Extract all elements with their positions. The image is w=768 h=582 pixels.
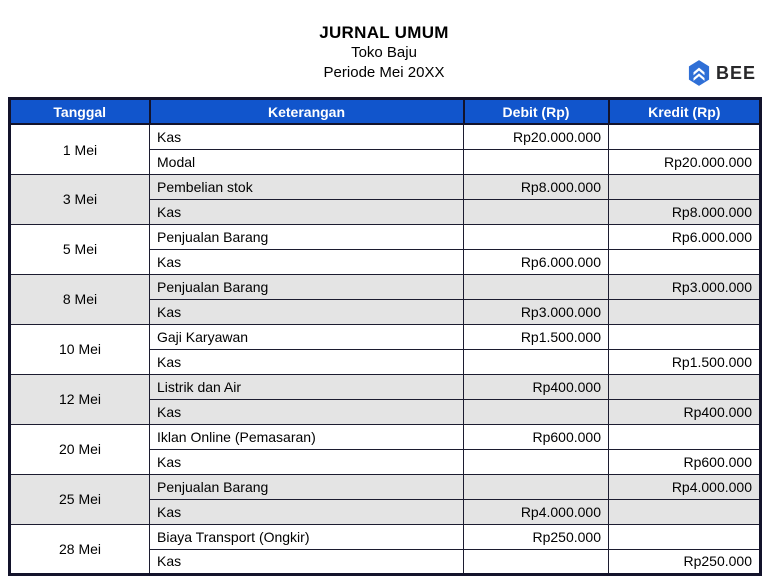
- table-row: [10, 124, 761, 149]
- debit-cell: [464, 349, 609, 374]
- debit-cell: Rp250.000: [464, 524, 609, 549]
- kredit-cell: [609, 299, 761, 324]
- kredit-cell: Rp6.000.000: [609, 224, 761, 249]
- journal-table: [8, 97, 762, 576]
- keterangan-cell: Kas: [150, 124, 464, 149]
- debit-cell: Rp4.000.000: [464, 499, 609, 524]
- table-row: [10, 324, 761, 349]
- keterangan-cell: Kas: [150, 249, 464, 274]
- kredit-cell: Rp1.500.000: [609, 349, 761, 374]
- table-row: [10, 524, 761, 549]
- hexagon-double-chevron-up-icon: [688, 60, 710, 86]
- keterangan-cell: Pembelian stok: [150, 174, 464, 199]
- debit-cell: Rp8.000.000: [464, 174, 609, 199]
- debit-cell: [464, 274, 609, 299]
- column-header-keterangan: Keterangan: [150, 98, 464, 124]
- table-header-row: [10, 98, 761, 124]
- kredit-cell: [609, 124, 761, 149]
- kredit-cell: [609, 324, 761, 349]
- date-cell: 8 Mei: [10, 274, 150, 324]
- kredit-cell: Rp20.000.000: [609, 149, 761, 174]
- page-title: JURNAL UMUM: [319, 23, 449, 42]
- date-cell: 3 Mei: [10, 174, 150, 224]
- column-header-debit: Debit (Rp): [464, 98, 609, 124]
- debit-cell: Rp400.000: [464, 374, 609, 399]
- date-cell: 20 Mei: [10, 424, 150, 474]
- period-label: Periode Mei 20XX: [323, 64, 445, 82]
- kredit-cell: Rp250.000: [609, 549, 761, 574]
- table-row: [10, 224, 761, 249]
- keterangan-cell: Iklan Online (Pemasaran): [150, 424, 464, 449]
- keterangan-cell: Kas: [150, 299, 464, 324]
- kredit-cell: Rp4.000.000: [609, 474, 761, 499]
- debit-cell: [464, 549, 609, 574]
- column-header-kredit: Kredit (Rp): [609, 98, 761, 124]
- debit-cell: Rp3.000.000: [464, 299, 609, 324]
- kredit-cell: Rp600.000: [609, 449, 761, 474]
- debit-cell: Rp20.000.000: [464, 124, 609, 149]
- company-name: Toko Baju: [351, 44, 417, 62]
- debit-cell: [464, 224, 609, 249]
- table-row: [10, 174, 761, 199]
- debit-cell: Rp600.000: [464, 424, 609, 449]
- kredit-cell: Rp8.000.000: [609, 199, 761, 224]
- debit-cell: [464, 199, 609, 224]
- kredit-cell: Rp400.000: [609, 399, 761, 424]
- document-header: [0, 0, 768, 83]
- date-cell: 1 Mei: [10, 124, 150, 174]
- keterangan-cell: Kas: [150, 399, 464, 424]
- kredit-cell: [609, 499, 761, 524]
- keterangan-cell: Kas: [150, 499, 464, 524]
- kredit-cell: Rp3.000.000: [609, 274, 761, 299]
- debit-cell: Rp1.500.000: [464, 324, 609, 349]
- keterangan-cell: Kas: [150, 199, 464, 224]
- brand-name: BEE: [715, 62, 756, 83]
- table-row: [10, 474, 761, 499]
- table-row: [10, 374, 761, 399]
- keterangan-cell: Penjualan Barang: [150, 474, 464, 499]
- journal-table-body: [10, 124, 761, 574]
- kredit-cell: [609, 174, 761, 199]
- table-row: [10, 424, 761, 449]
- kredit-cell: [609, 249, 761, 274]
- date-cell: 10 Mei: [10, 324, 150, 374]
- date-cell: 25 Mei: [10, 474, 150, 524]
- keterangan-cell: Penjualan Barang: [150, 274, 464, 299]
- keterangan-cell: Penjualan Barang: [150, 224, 464, 249]
- brand-logo: [688, 60, 756, 86]
- kredit-cell: [609, 424, 761, 449]
- kredit-cell: [609, 374, 761, 399]
- date-cell: 28 Mei: [10, 524, 150, 574]
- debit-cell: [464, 449, 609, 474]
- debit-cell: Rp6.000.000: [464, 249, 609, 274]
- date-cell: 5 Mei: [10, 224, 150, 274]
- kredit-cell: [609, 524, 761, 549]
- table-row: [10, 274, 761, 299]
- debit-cell: [464, 474, 609, 499]
- keterangan-cell: Gaji Karyawan: [150, 324, 464, 349]
- debit-cell: [464, 399, 609, 424]
- keterangan-cell: Listrik dan Air: [150, 374, 464, 399]
- date-cell: 12 Mei: [10, 374, 150, 424]
- column-header-tanggal: Tanggal: [10, 98, 150, 124]
- keterangan-cell: Biaya Transport (Ongkir): [150, 524, 464, 549]
- keterangan-cell: Modal: [150, 149, 464, 174]
- keterangan-cell: Kas: [150, 549, 464, 574]
- debit-cell: [464, 149, 609, 174]
- keterangan-cell: Kas: [150, 349, 464, 374]
- keterangan-cell: Kas: [150, 449, 464, 474]
